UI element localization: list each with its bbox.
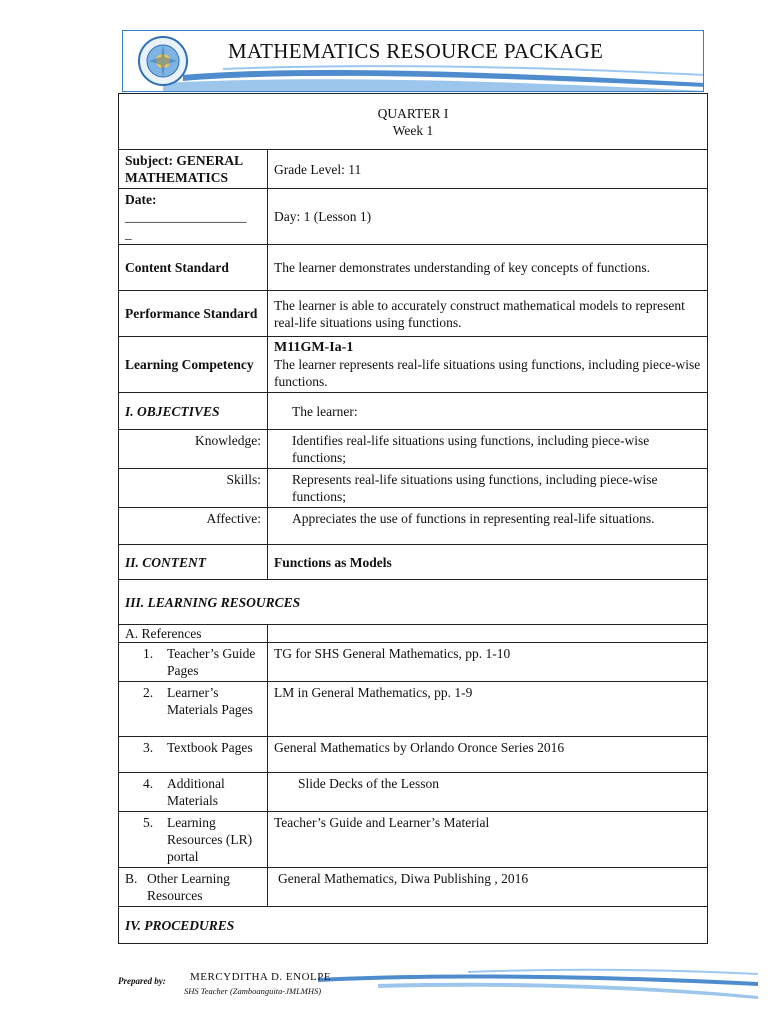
competency-text: The learner represents real-life situations using functions, including piece-wise functions. xyxy=(274,357,701,389)
learning-resources-label: III. LEARNING RESOURCES xyxy=(119,580,708,625)
objective-skills-text: Represents real-life situations using functions, including piece-wise functions; xyxy=(268,469,708,508)
performance-standard-row xyxy=(119,291,708,337)
content-standard-row xyxy=(119,245,708,291)
content-row xyxy=(119,545,708,580)
quarter-title: QUARTER I xyxy=(377,105,449,121)
references-row xyxy=(119,625,708,643)
deped-seal-icon xyxy=(137,35,189,87)
resource-number: 5. xyxy=(143,815,154,830)
other-resources-row xyxy=(119,868,708,907)
resource-row xyxy=(119,773,708,812)
other-resources-label: Other Learning Resources xyxy=(147,871,230,903)
resource-value: Slide Decks of the Lesson xyxy=(268,773,708,812)
resource-row xyxy=(119,643,708,682)
resource-label-cell xyxy=(119,773,268,812)
lesson-plan-table xyxy=(118,93,708,944)
learning-competency-label: Learning Competency xyxy=(119,337,268,393)
objective-knowledge-label: Knowledge: xyxy=(119,430,268,469)
week-label: Week 1 xyxy=(392,122,434,138)
resource-row xyxy=(119,812,708,868)
objective-knowledge-row xyxy=(119,430,708,469)
objective-affective-text: Appreciates the use of functions in representing real-life situations. xyxy=(268,508,708,545)
objective-skills-label: Skills: xyxy=(119,469,268,508)
objectives-row xyxy=(119,393,708,430)
learning-resources-row xyxy=(119,580,708,625)
objectives-label: I. OBJECTIVES xyxy=(119,393,268,430)
procedures-label: IV. PROCEDURES xyxy=(119,907,708,944)
resource-number: 2. xyxy=(143,685,154,700)
other-resources-number: B. xyxy=(125,871,138,886)
resource-row xyxy=(119,737,708,773)
resource-number: 3. xyxy=(143,740,154,755)
resource-label: Learner’s Materials Pages xyxy=(167,685,253,717)
objectives-intro: The learner: xyxy=(268,393,708,430)
footer-swoosh-graphic xyxy=(318,966,758,1006)
objective-knowledge-text: Identifies real-life situations using functions, including piece-wise functions; xyxy=(268,430,708,469)
prepared-by-label: Prepared by: xyxy=(118,976,166,986)
resource-label: Teacher’s Guide Pages xyxy=(167,646,256,678)
objective-affective-row xyxy=(119,508,708,545)
document-header xyxy=(122,30,704,92)
competency-code: M11GM-Ia-1 xyxy=(274,340,354,355)
resource-label-cell xyxy=(119,682,268,737)
resource-value: LM in General Mathematics, pp. 1-9 xyxy=(268,682,708,737)
resource-label-cell xyxy=(119,643,268,682)
content-standard-label: Content Standard xyxy=(119,245,268,291)
resource-row xyxy=(119,682,708,737)
date-label: Date: xyxy=(125,192,157,207)
other-resources-label-cell xyxy=(119,868,268,907)
resource-number: 1. xyxy=(143,646,154,661)
resource-number: 4. xyxy=(143,776,154,791)
objective-affective-label: Affective: xyxy=(119,508,268,545)
other-resources-value: General Mathematics, Diwa Publishing , 2016 xyxy=(268,868,708,907)
date-cell xyxy=(119,189,268,245)
date-row xyxy=(119,189,708,245)
objective-skills-row xyxy=(119,469,708,508)
document-title: MATHEMATICS RESOURCE PACKAGE xyxy=(228,39,604,63)
subject-label: Subject: GENERAL MATHEMATICS xyxy=(119,150,268,189)
grade-level: Grade Level: 11 xyxy=(268,150,708,189)
procedures-row xyxy=(119,907,708,944)
quarter-row xyxy=(119,94,708,150)
quarter-cell xyxy=(119,94,708,150)
resource-value: General Mathematics by Orlando Oronce Series 2016 xyxy=(268,737,708,773)
references-empty-cell xyxy=(268,625,708,643)
preparer-name: MERCYDITHA D. ENOLPE xyxy=(190,971,332,983)
resource-label-cell xyxy=(119,737,268,773)
resource-value: Teacher’s Guide and Learner’s Material xyxy=(268,812,708,868)
resource-label-cell xyxy=(119,812,268,868)
date-blank-2: _ xyxy=(125,226,132,241)
resource-label: Textbook Pages xyxy=(167,740,253,755)
resource-label: Learning Resources (LR) portal xyxy=(167,815,253,864)
resource-value: TG for SHS General Mathematics, pp. 1-10 xyxy=(268,643,708,682)
performance-standard-text: The learner is able to accurately construct mathematical models to represent real-life situations using functions. xyxy=(268,291,708,337)
learning-competency-row xyxy=(119,337,708,393)
date-blank: __________________ xyxy=(125,209,247,224)
content-standard-text: The learner demonstrates understanding of key concepts of functions. xyxy=(268,245,708,291)
content-text: Functions as Models xyxy=(268,545,708,580)
resource-label: Additional Materials xyxy=(167,776,225,808)
learning-competency-cell xyxy=(268,337,708,393)
references-label: A. References xyxy=(119,625,268,643)
day-label: Day: 1 (Lesson 1) xyxy=(268,189,708,245)
content-label: II. CONTENT xyxy=(119,545,268,580)
document-footer xyxy=(118,966,758,1006)
subject-row xyxy=(119,150,708,189)
preparer-role: SHS Teacher (Zamboanguita-JMLMHS) xyxy=(184,986,322,996)
performance-standard-label: Performance Standard xyxy=(119,291,268,337)
